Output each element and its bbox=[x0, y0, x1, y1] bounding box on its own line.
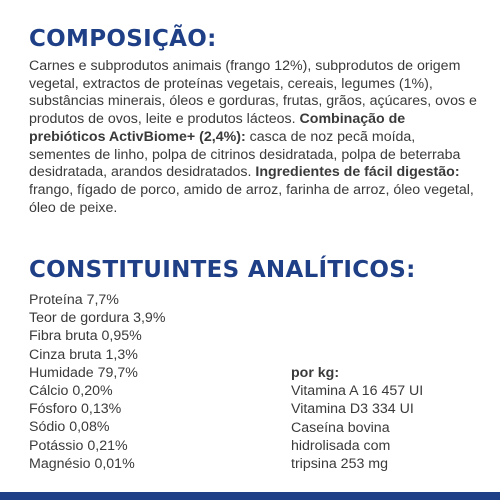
per-kg-casein-line-2: hidrolisada com bbox=[291, 437, 391, 454]
per-kg-list bbox=[291, 364, 423, 473]
easy-digestion-label: Ingredientes de fácil digestão: bbox=[255, 164, 460, 181]
constituent-moisture: Humidade 79,7% bbox=[29, 364, 138, 381]
constituent-calcium: Cálcio 0,20% bbox=[29, 383, 113, 400]
constituent-ash: Cinza bruta 1,3% bbox=[29, 346, 138, 363]
constituent-protein: Proteína 7,7% bbox=[29, 292, 119, 308]
constituent-phosphorus: Fósforo 0,13% bbox=[29, 401, 122, 418]
footer-bar bbox=[0, 492, 500, 500]
easy-digestion-ingredients: frango, fígado de porco, amido de arroz, farinha de arroz, óleo vegetal, óleo de peixe. bbox=[29, 181, 474, 216]
constituent-magnesium: Magnésio 0,01% bbox=[29, 455, 135, 472]
per-kg-casein-line-3: tripsina 253 mg bbox=[291, 456, 388, 473]
constituent-fat: Teor de gordura 3,9% bbox=[29, 310, 166, 327]
per-kg-label: por kg: bbox=[291, 365, 340, 381]
constituent-sodium: Sódio 0,08% bbox=[29, 419, 110, 436]
prebiotics-label: Combinação de prebióticos ActivBiome+ (2,4%): bbox=[29, 111, 406, 145]
composition-ingredients: Carnes e subprodutos animais (frango 12%), subprodutos de origem vegetal, extractos de proteínas vegetais, cereais, legumes (1%), substâncias minerais, óleos e gorduras, frutas, grãos, açúcares, ovos e produtos de ovos, leite e produtos lácteos. bbox=[29, 58, 477, 128]
analytical-constituents-heading: CONSTITUINTES ANALÍTICOS: bbox=[29, 257, 416, 283]
constituent-fibre: Fibra bruta 0,95% bbox=[29, 328, 142, 345]
composition-heading: COMPOSIÇÃO: bbox=[29, 26, 217, 52]
per-kg-vitamin-a: Vitamina A 16 457 UI bbox=[291, 383, 424, 400]
prebiotics-ingredients: casca de noz pecã moída, sementes de linho, polpa de citrinos desidratada, polpa de beterraba desidratada, arandos desidratados. bbox=[29, 128, 461, 181]
constituent-potassium: Potássio 0,21% bbox=[29, 437, 128, 454]
per-kg-vitamin-d3: Vitamina D3 334 UI bbox=[291, 401, 414, 418]
composition-text bbox=[29, 58, 479, 217]
constituents-list bbox=[29, 291, 165, 473]
per-kg-casein-line-1: Caseína bovina bbox=[291, 419, 390, 436]
